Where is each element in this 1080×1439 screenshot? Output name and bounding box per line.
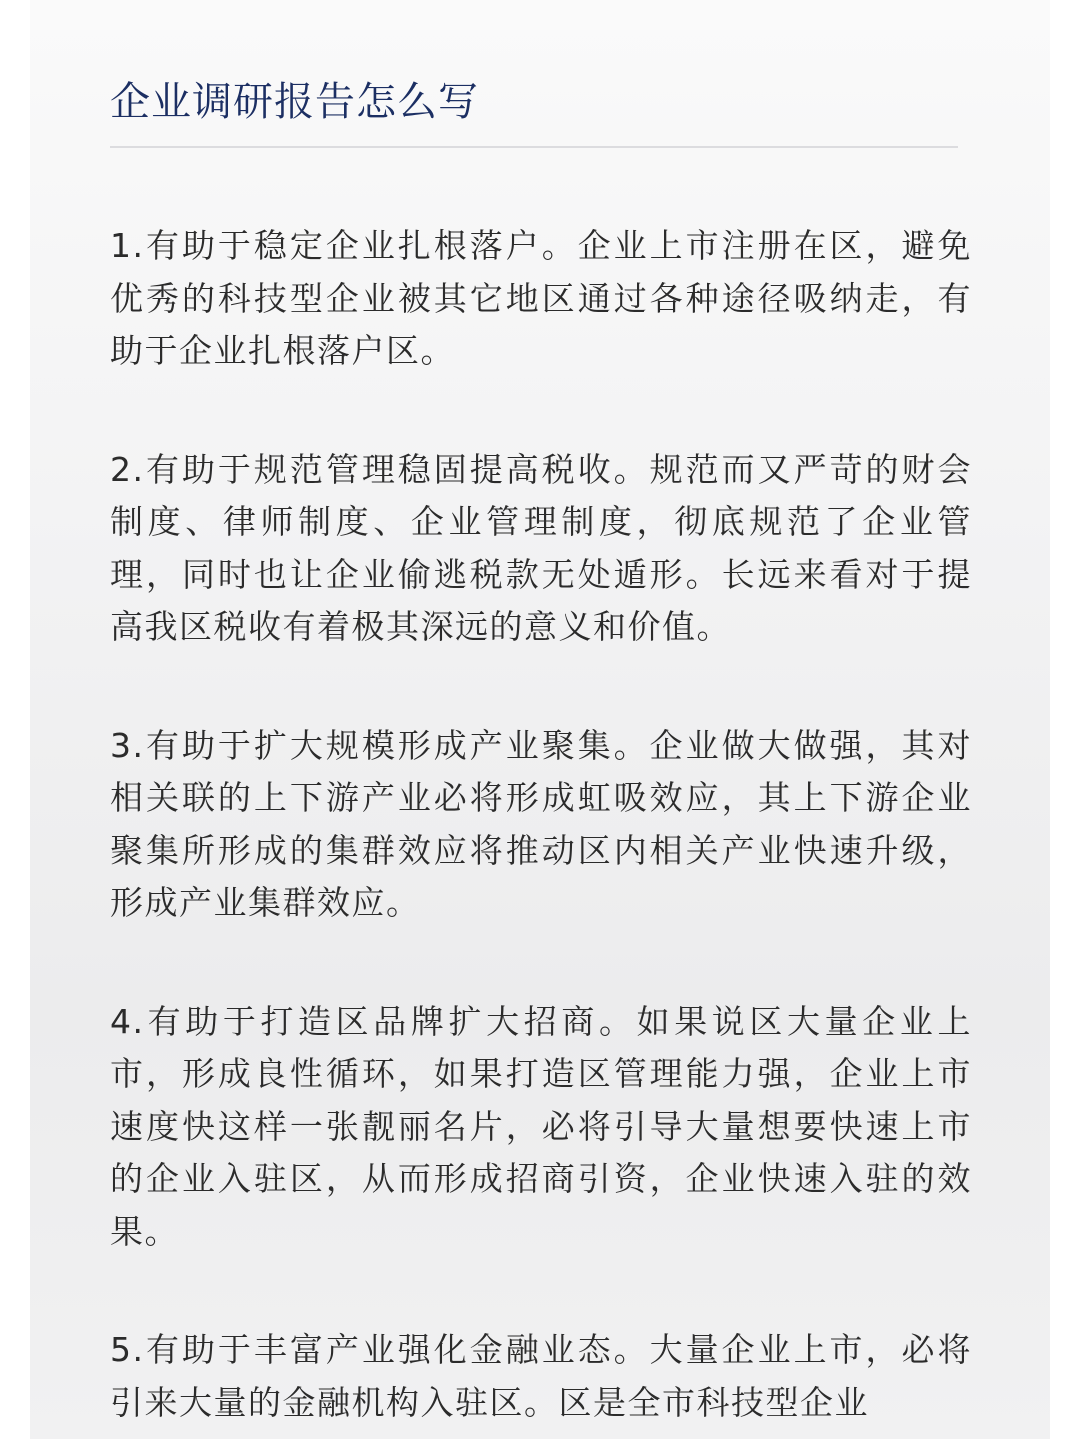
paragraph-1: 1.有助于稳定企业扎根落户。企业上市注册在区，避免优秀的科技型企业被其它地区通过各种途径吸纳走，有助于企业扎根落户区。 — [110, 226, 972, 370]
document-page — [30, 0, 1050, 1439]
paragraph-4: 4.有助于打造区品牌扩大招商。如果说区大量企业上市，形成良性循环，如果打造区管理能力强，企业上市速度快这样一张靓丽名片，必将引导大量想要快速上市的企业入驻区，从而形成招商引资，企业快速入驻的效果。 — [110, 1001, 972, 1251]
paragraph-5: 5.有助于丰富产业强化金融业态。大量企业上市，必将引来大量的金融机构入驻区。区是全市科技型企业 — [110, 1330, 972, 1422]
title-divider — [110, 146, 958, 148]
page-title: 企业调研报告怎么写 — [110, 79, 479, 125]
paragraph-2: 2.有助于规范管理稳固提高税收。规范而又严苛的财会制度、律师制度、企业管理制度，彻底规范了企业管理，同时也让企业偷逃税款无处遁形。长远来看对于提高我区税收有着极其深远的意义和价值。 — [110, 449, 972, 646]
article-body — [110, 220, 972, 1439]
paragraph-3: 3.有助于扩大规模形成产业聚集。企业做大做强，其对相关联的上下游产业必将形成虹吸效应，其上下游企业聚集所形成的集群效应将推动区内相关产业快速升级，形成产业集群效应。 — [110, 725, 972, 922]
